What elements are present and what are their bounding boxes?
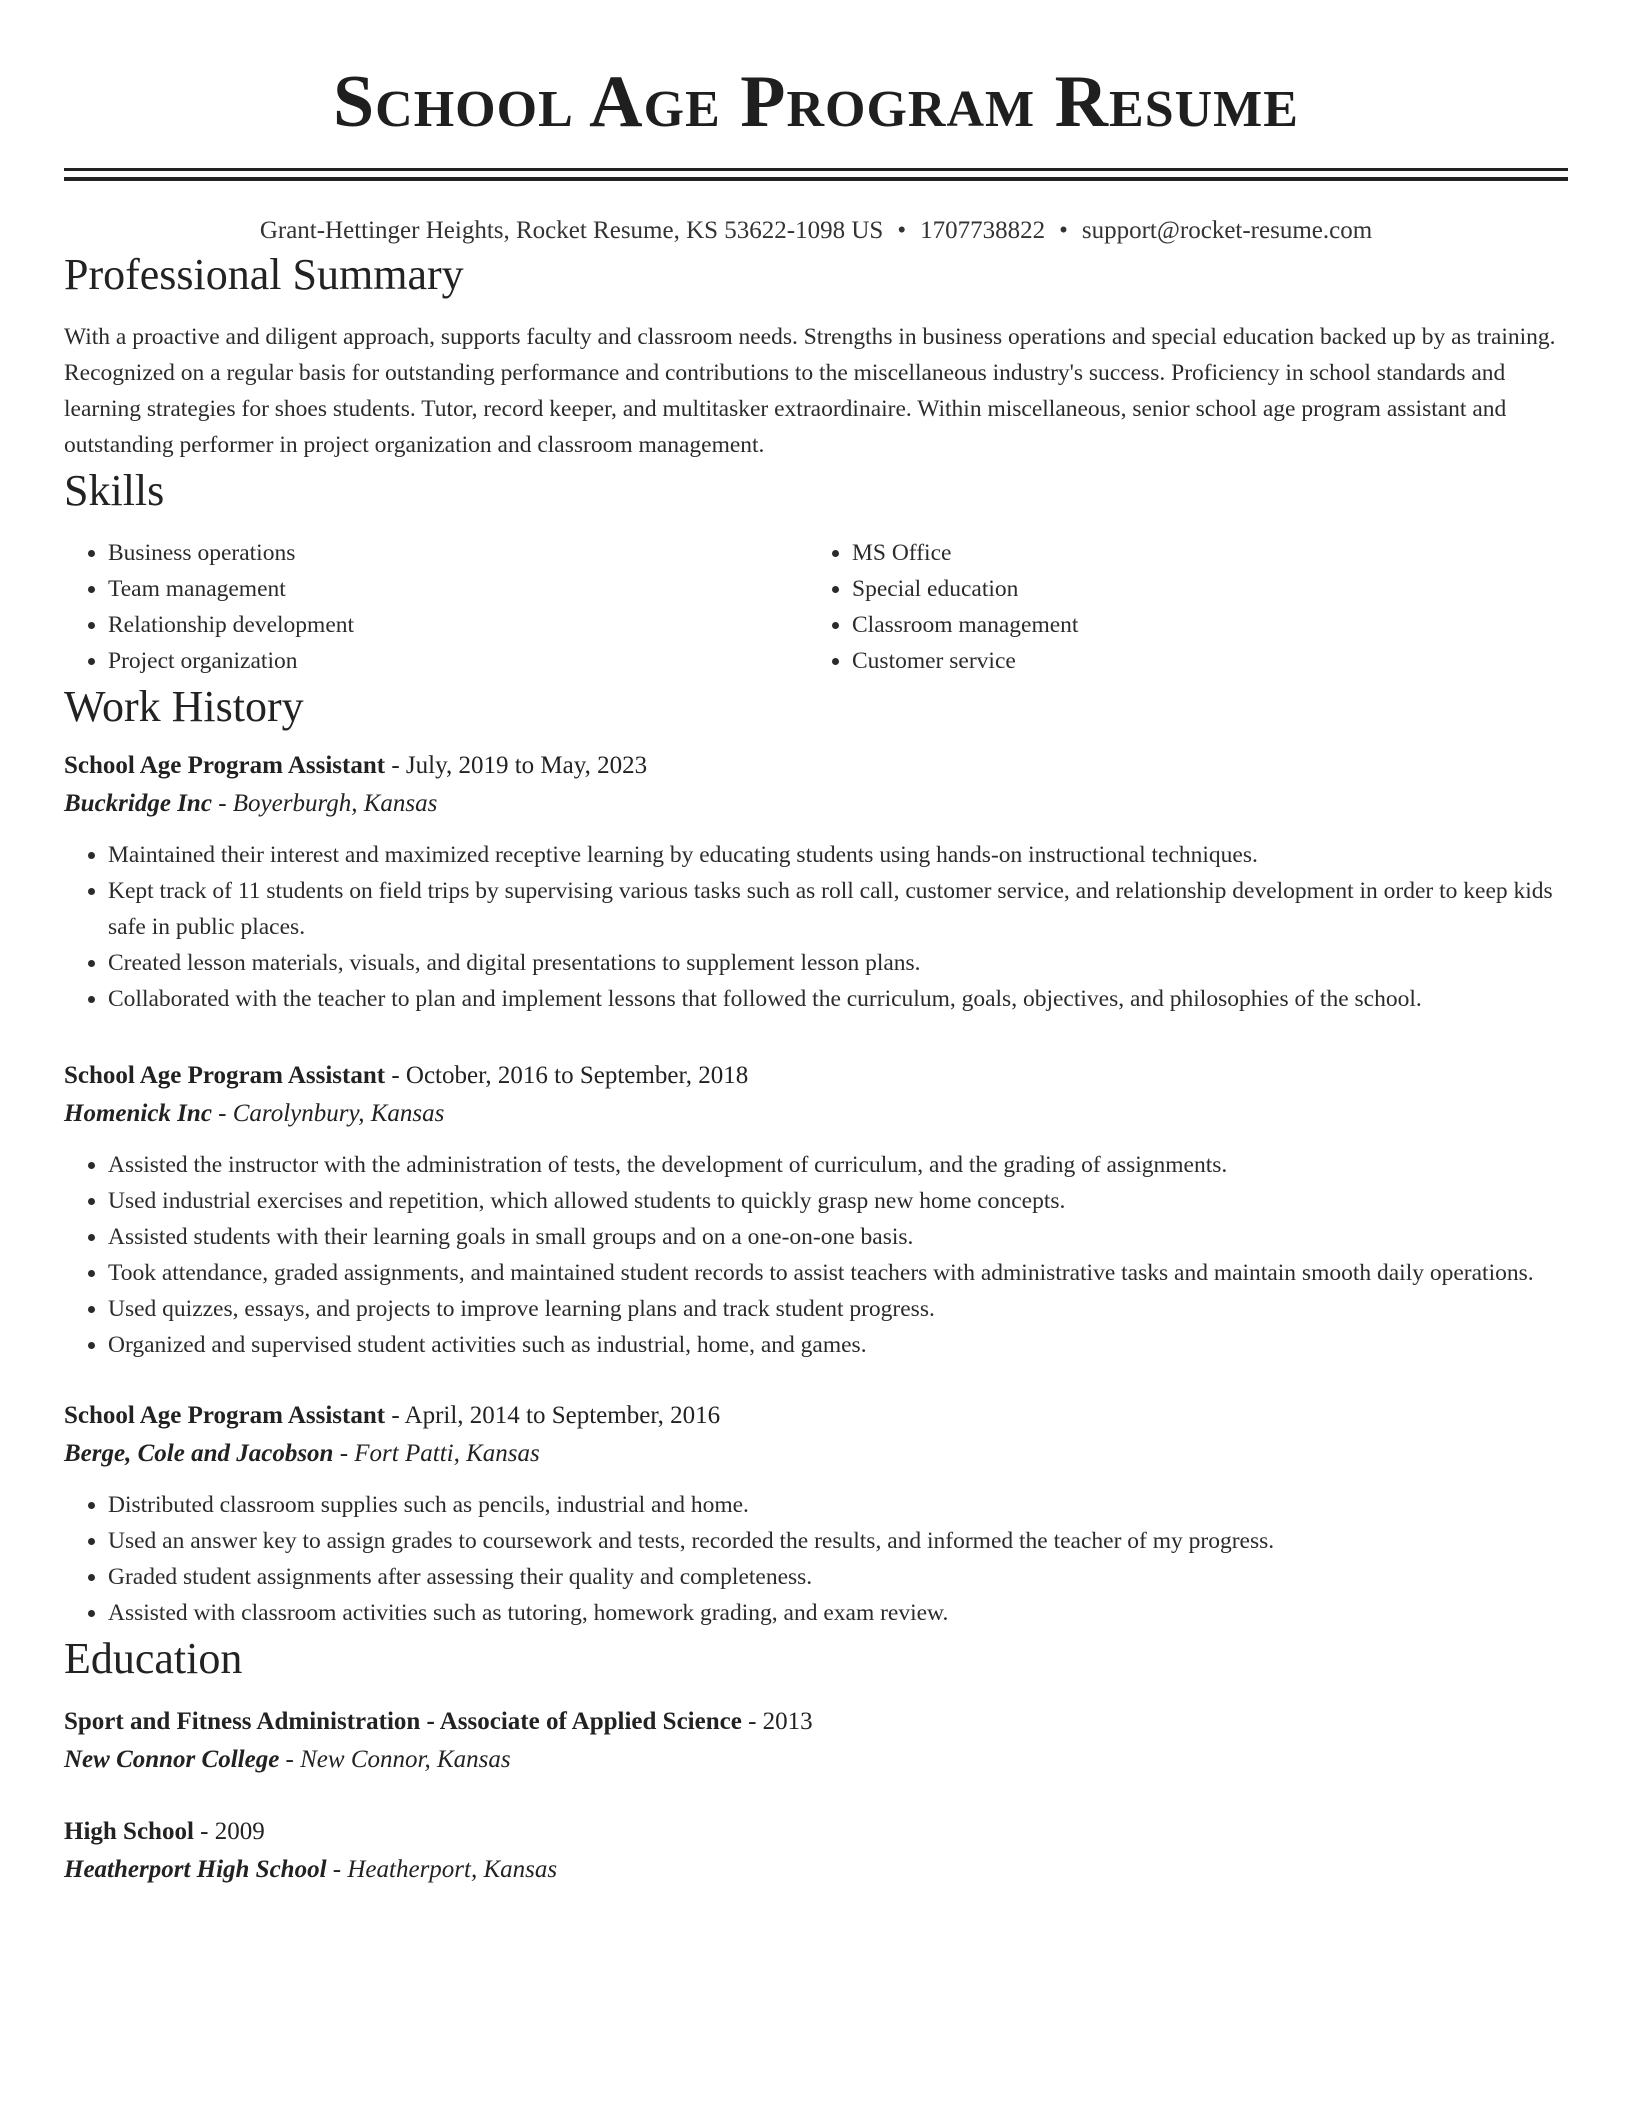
job-entry <box>64 1397 1568 1631</box>
skill-item: • Classroom management <box>852 607 1552 643</box>
job-bullets <box>64 1487 1568 1631</box>
summary-text: With a proactive and diligent approach, supports faculty and classroom needs. Strengths in business operations and special education backed up by as training. Recognized on a regular basis for outstanding performance and contributions to the miscellaneous industry's success. Proficiency in school standards and learning strategies for shoes students. Tutor, record keeper, and multitasker extraordinaire. Within miscellaneous, senior school age program assistant and outstanding performer in project organization and classroom management. <box>64 324 1556 458</box>
contact-line <box>64 215 1568 247</box>
education-degree-line <box>64 1703 1568 1741</box>
job-title: School Age Program Assistant <box>64 752 386 779</box>
job-company: Homenick Inc <box>64 1100 212 1127</box>
job-bullet: • Assisted the instructor with the administration of tests, the development of curriculum, and the grading of assignments. <box>108 1147 1568 1183</box>
education-school-line <box>64 1741 1568 1779</box>
contact-address: Grant-Hettinger Heights, Rocket Resume, KS 53622-1098 US <box>259 217 884 244</box>
education-degree-line <box>64 1813 1568 1851</box>
job-company-line <box>64 1435 1568 1473</box>
education-entry <box>64 1813 1568 1889</box>
contact-email[interactable]: support@rocket-resume.com <box>1081 217 1373 244</box>
job-bullets <box>64 837 1568 1017</box>
skill-item: • Special education <box>852 571 1552 607</box>
education-year: - 2009 <box>193 1818 265 1845</box>
job-entry <box>64 1057 1568 1363</box>
job-location: - Carolynbury, Kansas <box>211 1100 445 1127</box>
job-title: School Age Program Assistant <box>64 1402 386 1429</box>
job-bullet: • Used industrial exercises and repetition, which allowed students to quickly grasp new home concepts. <box>108 1183 1568 1219</box>
job-location: - Boyerburgh, Kansas <box>211 790 438 817</box>
title-divider <box>64 168 1568 181</box>
skills-column-left <box>64 535 808 679</box>
job-company-line <box>64 785 1568 823</box>
job-bullet: • Assisted with classroom activities such as tutoring, homework grading, and exam review. <box>108 1595 1568 1631</box>
job-title-line <box>64 747 1568 785</box>
job-bullet: • Organized and supervised student activities such as industrial, home, and games. <box>108 1327 1568 1363</box>
job-dates: - April, 2014 to September, 2016 <box>385 1402 721 1429</box>
job-title: School Age Program Assistant <box>64 1062 386 1089</box>
job-bullet: • Collaborated with the teacher to plan and implement lessons that followed the curriculum, goals, objectives, and philosophies of the school. <box>108 981 1568 1017</box>
skill-item: • Customer service <box>852 643 1552 679</box>
education-degree: High School <box>64 1818 194 1845</box>
contact-separator: • <box>1059 217 1068 244</box>
education-year: - 2013 <box>741 1708 813 1735</box>
skill-item: • Relationship development <box>108 607 808 643</box>
job-bullet: • Graded student assignments after assessing their quality and completeness. <box>108 1559 1568 1595</box>
education-degree: Sport and Fitness Administration - Associate of Applied Science <box>64 1708 742 1735</box>
job-bullet: • Distributed classroom supplies such as pencils, industrial and home. <box>108 1487 1568 1523</box>
job-bullet: • Used quizzes, essays, and projects to improve learning plans and track student progress. <box>108 1291 1568 1327</box>
summary-heading: Professional Summary <box>64 250 464 299</box>
skill-item: • Business operations <box>108 535 808 571</box>
job-bullet: • Kept track of 11 students on field trips by supervising various tasks such as roll call, customer service, and relationship development in order to keep kids safe in public places. <box>108 873 1568 945</box>
contact-separator: • <box>897 217 907 244</box>
education-school-line <box>64 1851 1568 1889</box>
education-school: Heatherport High School <box>64 1856 327 1883</box>
job-bullet: • Used an answer key to assign grades to coursework and tests, recorded the results, and informed the teacher of my progress. <box>108 1523 1568 1559</box>
job-entry <box>64 747 1568 1017</box>
job-company: Buckridge Inc <box>64 790 212 817</box>
job-dates: - October, 2016 to September, 2018 <box>385 1062 749 1089</box>
skill-item: • MS Office <box>852 535 1552 571</box>
job-bullets <box>64 1147 1568 1363</box>
work-history-heading: Work History <box>64 682 304 731</box>
education-heading: Education <box>64 1634 243 1683</box>
job-bullet: • Created lesson materials, visuals, and digital presentations to supplement lesson plans. <box>108 945 1568 981</box>
skills-heading: Skills <box>64 466 165 515</box>
skill-item: • Project organization <box>108 643 808 679</box>
resume-title: School Age Program Resume <box>333 61 1299 143</box>
job-location: - Fort Patti, Kansas <box>333 1440 540 1467</box>
education-school: New Connor College <box>64 1746 280 1773</box>
job-company-line <box>64 1095 1568 1133</box>
contact-phone: 1707738822 <box>920 217 1046 244</box>
education-entry <box>64 1703 1568 1779</box>
job-company: Berge, Cole and Jacobson <box>64 1440 334 1467</box>
job-bullet: • Took attendance, graded assignments, and maintained student records to assist teachers with administrative tasks and maintain smooth daily operations. <box>108 1255 1568 1291</box>
education-location: - Heatherport, Kansas <box>326 1856 558 1883</box>
job-bullet: • Assisted students with their learning goals in small groups and on a one-on-one basis. <box>108 1219 1568 1255</box>
job-title-line <box>64 1057 1568 1095</box>
skills-column-right <box>808 535 1552 679</box>
skill-item: • Team management <box>108 571 808 607</box>
education-location: - New Connor, Kansas <box>279 1746 511 1773</box>
skills-list <box>64 535 1568 679</box>
job-bullet: • Maintained their interest and maximized receptive learning by educating students using hands-on instructional techniques. <box>108 837 1568 873</box>
job-dates: - July, 2019 to May, 2023 <box>385 752 648 779</box>
job-title-line <box>64 1397 1568 1435</box>
